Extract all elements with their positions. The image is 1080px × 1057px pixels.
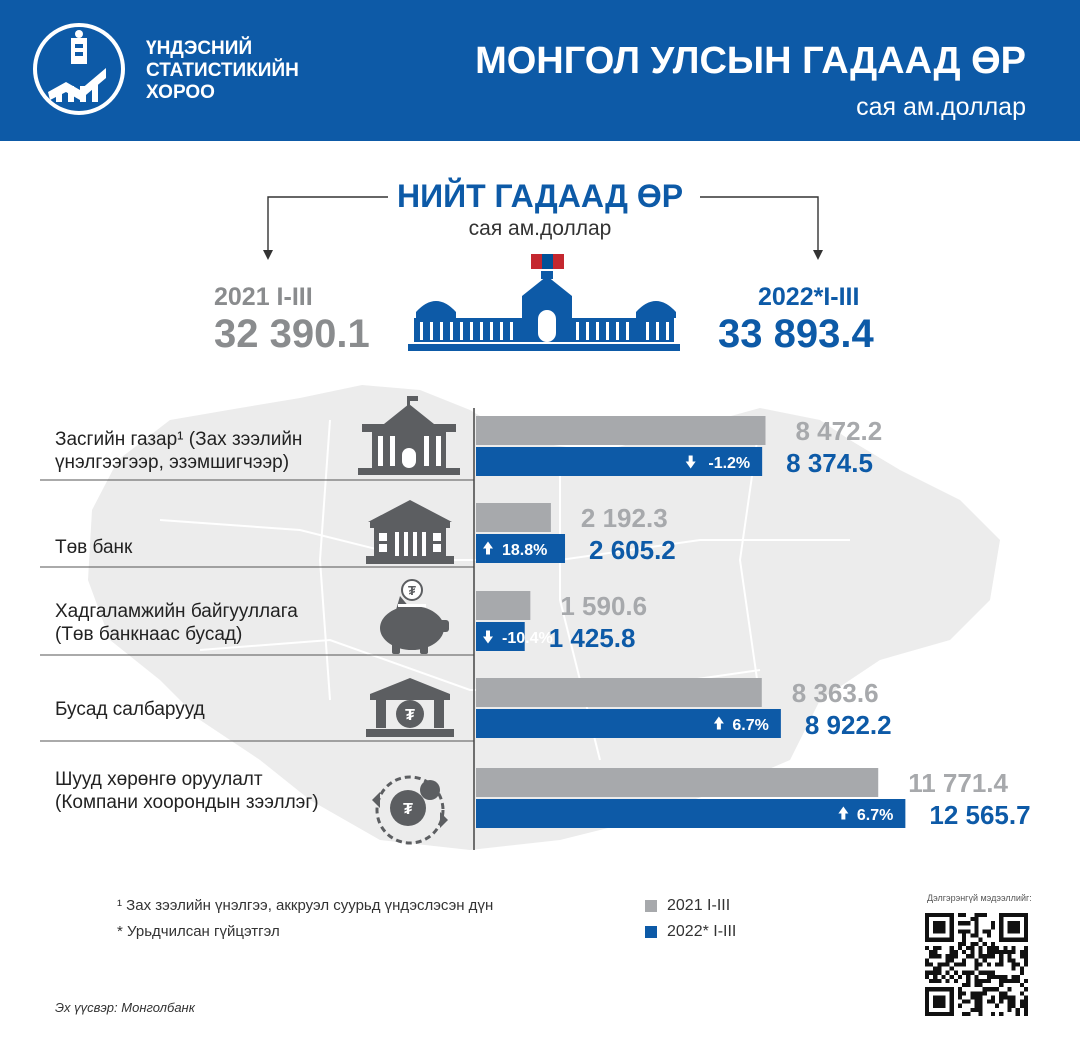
change-percent: -10.4%	[502, 630, 553, 647]
legend-swatch-2022	[645, 926, 657, 938]
bar-2021	[476, 678, 762, 707]
category-label-line: үнэлгээгээр, эзэмшигчээр)	[55, 452, 290, 473]
page-unit: сая ам.доллар	[856, 93, 1026, 121]
institution-tugrik-sign: ₮	[405, 707, 415, 724]
bar-value-2021: 2 192.3	[580, 503, 668, 533]
change-percent: -1.2%	[708, 455, 751, 472]
category-label-government	[55, 428, 302, 474]
change-percent: 6.7%	[856, 807, 894, 824]
change-percent: 18.8%	[502, 542, 548, 559]
org-name-line-1: ҮНДЭСНИЙ	[146, 38, 253, 59]
bar-value-2022: 2 605.2	[589, 535, 676, 565]
qr-code-icon[interactable]	[925, 913, 1028, 1016]
category-label-central-bank	[55, 536, 132, 559]
category-label-line: (Төв банкнаас бусад)	[55, 624, 243, 645]
bar-2021	[476, 768, 878, 797]
footnote-market-valuation: ¹ Зах зээлийн үнэлгээ, аккруэл суурьд үндэслэсэн дүн	[117, 897, 494, 914]
bar-2021	[476, 416, 765, 445]
org-name-line-2: СТАТИСТИКИЙН	[146, 60, 299, 81]
category-label-fdi	[55, 768, 319, 814]
total-debt-unit: сая ам.доллар	[468, 217, 612, 240]
bar-value-2022: 8 374.5	[786, 448, 873, 478]
gear-tugrik-sign: ₮	[403, 801, 413, 818]
legend-label-2022: 2022* I-III	[667, 923, 737, 940]
category-label-line: Хадгаламжийн байгууллага	[55, 601, 298, 622]
mongolian-flag-icon	[531, 254, 564, 269]
arrow-down-right-icon	[813, 250, 823, 260]
total-debt-title: НИЙТ ГАДААД ӨР	[396, 178, 684, 214]
bar-value-2021: 11 771.4	[908, 768, 1009, 798]
page-title: МОНГОЛ УЛСЫН ГАДААД ӨР	[475, 40, 1026, 82]
category-label-line: Шууд хөрөнгө оруулалт	[55, 769, 263, 790]
category-label-line: Төв банк	[55, 537, 133, 558]
total-left-year: 2021 I-III	[214, 283, 313, 311]
legend-item-2022	[645, 923, 736, 941]
total-left-value: 32 390.1	[214, 312, 370, 356]
legend-label-2021: 2021 I-III	[667, 897, 731, 914]
bar-2021	[476, 503, 551, 532]
legend-item-2021	[645, 897, 730, 915]
category-label-line: Засгийн газар¹ (Зах зээлийн	[55, 429, 303, 450]
total-right-value: 33 893.4	[718, 312, 874, 356]
category-label-line: (Компани хоорондын зээллэг)	[55, 792, 319, 813]
piggy-coin-tugrik-icon: ₮	[408, 583, 416, 598]
change-percent: 6.7%	[732, 717, 769, 734]
bar-value-2021: 8 363.6	[791, 678, 879, 708]
category-label-deposit-institutions	[55, 600, 298, 646]
category-label-line: Бусад салбарууд	[55, 699, 205, 720]
org-name-line-3: ХОРОО	[146, 82, 215, 103]
total-right-year: 2022*I-III	[758, 283, 860, 311]
qr-caption: Дэлгэрэнгүй мэдээллийг:	[927, 893, 1032, 903]
source-note: Эх үүсвэр: Монголбанк	[55, 1000, 195, 1015]
arrow-down-left-icon	[263, 250, 273, 260]
bar-value-2022: 8 922.2	[804, 710, 892, 740]
bar-value-2022: 1 425.8	[548, 623, 636, 653]
bar-value-2022: 12 565.7	[929, 800, 1031, 830]
category-label-other-sectors	[55, 698, 205, 721]
bar-value-2021: 1 590.6	[560, 591, 648, 621]
bar-value-2021: 8 472.2	[795, 416, 883, 446]
legend-swatch-2021	[645, 900, 657, 912]
bar-2021	[476, 591, 530, 620]
footnote-preliminary: * Урьдчилсан гүйцэтгэл	[117, 923, 280, 940]
